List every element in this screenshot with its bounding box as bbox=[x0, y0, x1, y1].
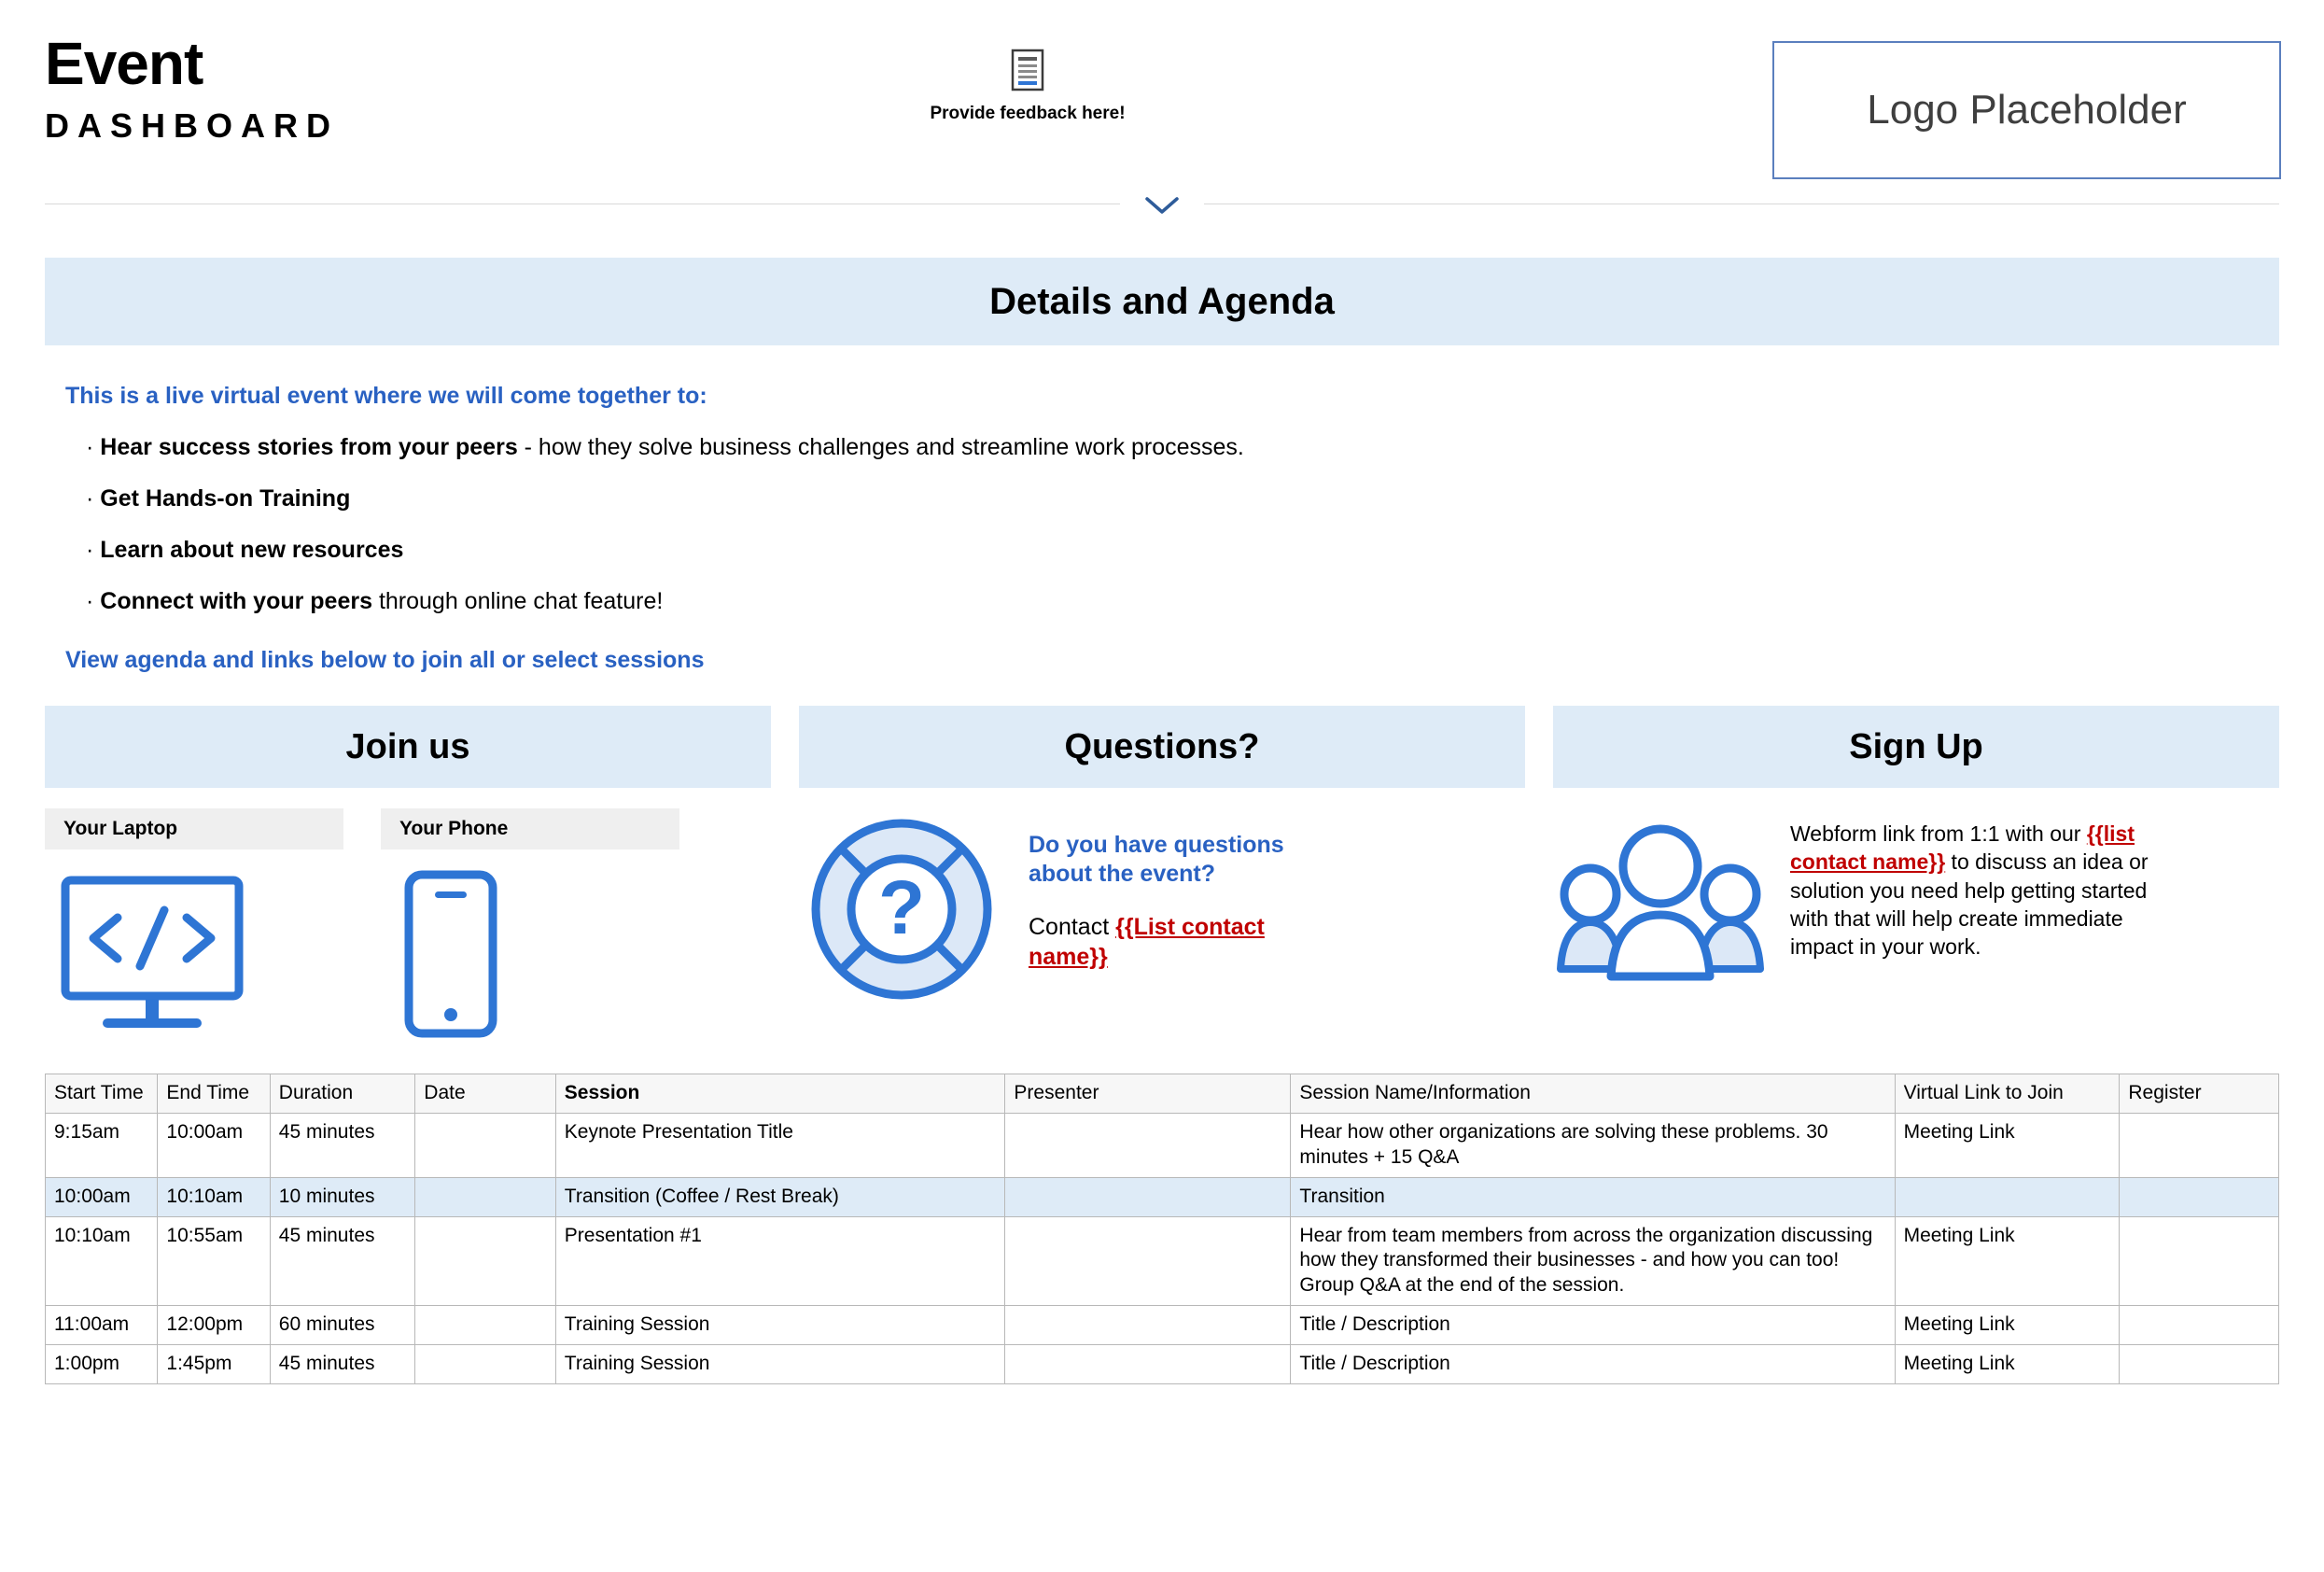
cell-end-time: 10:00am bbox=[158, 1113, 270, 1177]
join-us-body bbox=[45, 788, 771, 1042]
signup-text-after: to discuss an idea or solution you need help getting started with that will help create immediate impact in your work. bbox=[1790, 849, 2149, 960]
bullet-marker: · bbox=[86, 537, 101, 563]
details-agenda-banner bbox=[45, 258, 2279, 345]
section-divider bbox=[28, 177, 2296, 233]
table-row bbox=[46, 1306, 2279, 1345]
cell-session: Training Session bbox=[555, 1306, 1005, 1345]
cell-meeting-link[interactable]: Meeting Link bbox=[1895, 1216, 2120, 1306]
cell-meeting-link[interactable]: Meeting Link bbox=[1895, 1345, 2120, 1384]
join-us-column bbox=[45, 706, 771, 1042]
contact-token[interactable]: {{List contact name}} bbox=[1029, 913, 1265, 970]
cell-session-info: Title / Description bbox=[1291, 1345, 1895, 1384]
intro-lead: This is a live virtual event where we will come together to: bbox=[65, 383, 707, 409]
cell-duration: 60 minutes bbox=[270, 1306, 415, 1345]
document-feedback-icon bbox=[1009, 49, 1046, 96]
bullet-rest: - how they solve business challenges and streamline work processes. bbox=[517, 434, 1244, 460]
cell-meeting-link[interactable]: Meeting Link bbox=[1895, 1113, 2120, 1177]
header-date: Date bbox=[415, 1074, 556, 1114]
laptop-code-icon bbox=[45, 864, 343, 1042]
agenda-table bbox=[45, 1074, 2279, 1384]
cell-session-info: Hear from team members from across the organization discussing how they transformed their businesses - and how you can too! Group Q&A at the end of the session. bbox=[1291, 1216, 1895, 1306]
device-laptop bbox=[45, 808, 343, 1042]
table-row bbox=[46, 1345, 2279, 1384]
intro-bullet bbox=[86, 588, 2279, 615]
cell-date bbox=[415, 1345, 556, 1384]
questions-prompt: Do you have questions about the event? bbox=[1029, 832, 1284, 888]
view-agenda-link[interactable]: View agenda and links below to join all or select sessions bbox=[65, 647, 705, 673]
table-row bbox=[46, 1216, 2279, 1306]
title-block bbox=[45, 21, 339, 146]
bullet-bold: Connect with your peers bbox=[100, 588, 372, 614]
cell-start-time: 10:10am bbox=[46, 1216, 158, 1306]
cell-session-info: Title / Description bbox=[1291, 1306, 1895, 1345]
cell-register[interactable] bbox=[2120, 1306, 2279, 1345]
cell-end-time: 12:00pm bbox=[158, 1306, 270, 1345]
questions-contact bbox=[1029, 912, 1337, 973]
cell-date bbox=[415, 1306, 556, 1345]
feature-columns bbox=[45, 706, 2279, 1042]
sign-up-text bbox=[1790, 812, 2173, 961]
chevron-down-icon[interactable] bbox=[1120, 183, 1204, 228]
questions-title: Questions? bbox=[1064, 726, 1260, 766]
cell-start-time: 9:15am bbox=[46, 1113, 158, 1177]
intro-bullet bbox=[86, 485, 2279, 512]
cell-start-time: 11:00am bbox=[46, 1306, 158, 1345]
cell-end-time: 1:45pm bbox=[158, 1345, 270, 1384]
cell-presenter bbox=[1005, 1113, 1291, 1177]
cell-presenter bbox=[1005, 1177, 1291, 1216]
cell-session-info: Hear how other organizations are solving these problems. 30 minutes + 15 Q&A bbox=[1291, 1113, 1895, 1177]
cell-session: Keynote Presentation Title bbox=[555, 1113, 1005, 1177]
sign-up-title: Sign Up bbox=[1849, 726, 1983, 766]
sign-up-column bbox=[1553, 706, 2279, 1042]
join-us-title: Join us bbox=[345, 726, 470, 766]
header-register: Register bbox=[2120, 1074, 2279, 1114]
logo-placeholder bbox=[1772, 41, 2281, 179]
sign-up-header bbox=[1553, 706, 2279, 788]
signup-text-before: Webform link from 1:1 with our bbox=[1790, 821, 2087, 846]
cell-register[interactable] bbox=[2120, 1345, 2279, 1384]
header-duration: Duration bbox=[270, 1074, 415, 1114]
banner-title: Details and Agenda bbox=[989, 280, 1335, 322]
cell-date bbox=[415, 1216, 556, 1306]
questions-column bbox=[799, 706, 1525, 1042]
cell-session-info: Transition bbox=[1291, 1177, 1895, 1216]
table-row bbox=[46, 1177, 2279, 1216]
cell-meeting-link[interactable] bbox=[1895, 1177, 2120, 1216]
header-start-time: Start Time bbox=[46, 1074, 158, 1114]
device-phone bbox=[381, 808, 679, 1042]
page-title: Event bbox=[45, 30, 203, 97]
contact-prefix: Contact bbox=[1029, 913, 1116, 940]
header-presenter: Presenter bbox=[1005, 1074, 1291, 1114]
bullet-marker: · bbox=[86, 588, 101, 614]
signup-token[interactable]: {{list contact name}} bbox=[1790, 821, 2135, 875]
cell-end-time: 10:55am bbox=[158, 1216, 270, 1306]
questions-text bbox=[1029, 808, 1337, 973]
svg-text:?: ? bbox=[877, 865, 926, 950]
header-session-info: Session Name/Information bbox=[1291, 1074, 1895, 1114]
cell-session: Transition (Coffee / Rest Break) bbox=[555, 1177, 1005, 1216]
feedback-label: Provide feedback here! bbox=[930, 104, 1126, 123]
bullet-bold: Get Hands-on Training bbox=[100, 485, 351, 512]
cell-register[interactable] bbox=[2120, 1216, 2279, 1306]
bullet-marker: · bbox=[86, 485, 101, 512]
table-header-row bbox=[46, 1074, 2279, 1114]
header-virtual-link: Virtual Link to Join bbox=[1895, 1074, 2120, 1114]
cell-duration: 45 minutes bbox=[270, 1216, 415, 1306]
page-header bbox=[28, 0, 2296, 177]
cell-date bbox=[415, 1113, 556, 1177]
cell-presenter bbox=[1005, 1216, 1291, 1306]
cell-end-time: 10:10am bbox=[158, 1177, 270, 1216]
bullet-rest: through online chat feature! bbox=[372, 588, 664, 614]
cell-duration: 45 minutes bbox=[270, 1345, 415, 1384]
mobile-phone-icon bbox=[381, 864, 679, 1042]
phone-label: Your Phone bbox=[381, 808, 679, 849]
bullet-marker: · bbox=[86, 434, 101, 460]
cell-session: Presentation #1 bbox=[555, 1216, 1005, 1306]
table-row bbox=[46, 1113, 2279, 1177]
intro-bullet bbox=[86, 434, 2279, 461]
life-ring-question-icon bbox=[799, 808, 1004, 1014]
cell-duration: 10 minutes bbox=[270, 1177, 415, 1216]
bullet-bold: Hear success stories from your peers bbox=[100, 434, 518, 460]
bullet-bold: Learn about new resources bbox=[100, 537, 404, 563]
logo-placeholder-text: Logo Placeholder bbox=[1867, 87, 2187, 133]
join-us-header bbox=[45, 706, 771, 788]
header-session: Session bbox=[555, 1074, 1005, 1114]
cell-register[interactable] bbox=[2120, 1113, 2279, 1177]
cell-duration: 45 minutes bbox=[270, 1113, 415, 1177]
intro-bullet bbox=[86, 537, 2279, 564]
cell-presenter bbox=[1005, 1306, 1291, 1345]
cell-session: Training Session bbox=[555, 1345, 1005, 1384]
sign-up-body bbox=[1553, 788, 2279, 994]
cell-start-time: 1:00pm bbox=[46, 1345, 158, 1384]
cell-date bbox=[415, 1177, 556, 1216]
cell-start-time: 10:00am bbox=[46, 1177, 158, 1216]
header-end-time: End Time bbox=[158, 1074, 270, 1114]
page-subtitle: DASHBOARD bbox=[45, 106, 339, 145]
questions-header bbox=[799, 706, 1525, 788]
people-group-icon bbox=[1553, 812, 1768, 994]
intro-section bbox=[65, 383, 2279, 674]
cell-register[interactable] bbox=[2120, 1177, 2279, 1216]
questions-body bbox=[799, 788, 1525, 1014]
feedback-link[interactable] bbox=[930, 49, 1125, 124]
cell-meeting-link[interactable]: Meeting Link bbox=[1895, 1306, 2120, 1345]
cell-presenter bbox=[1005, 1345, 1291, 1384]
laptop-label: Your Laptop bbox=[45, 808, 343, 849]
